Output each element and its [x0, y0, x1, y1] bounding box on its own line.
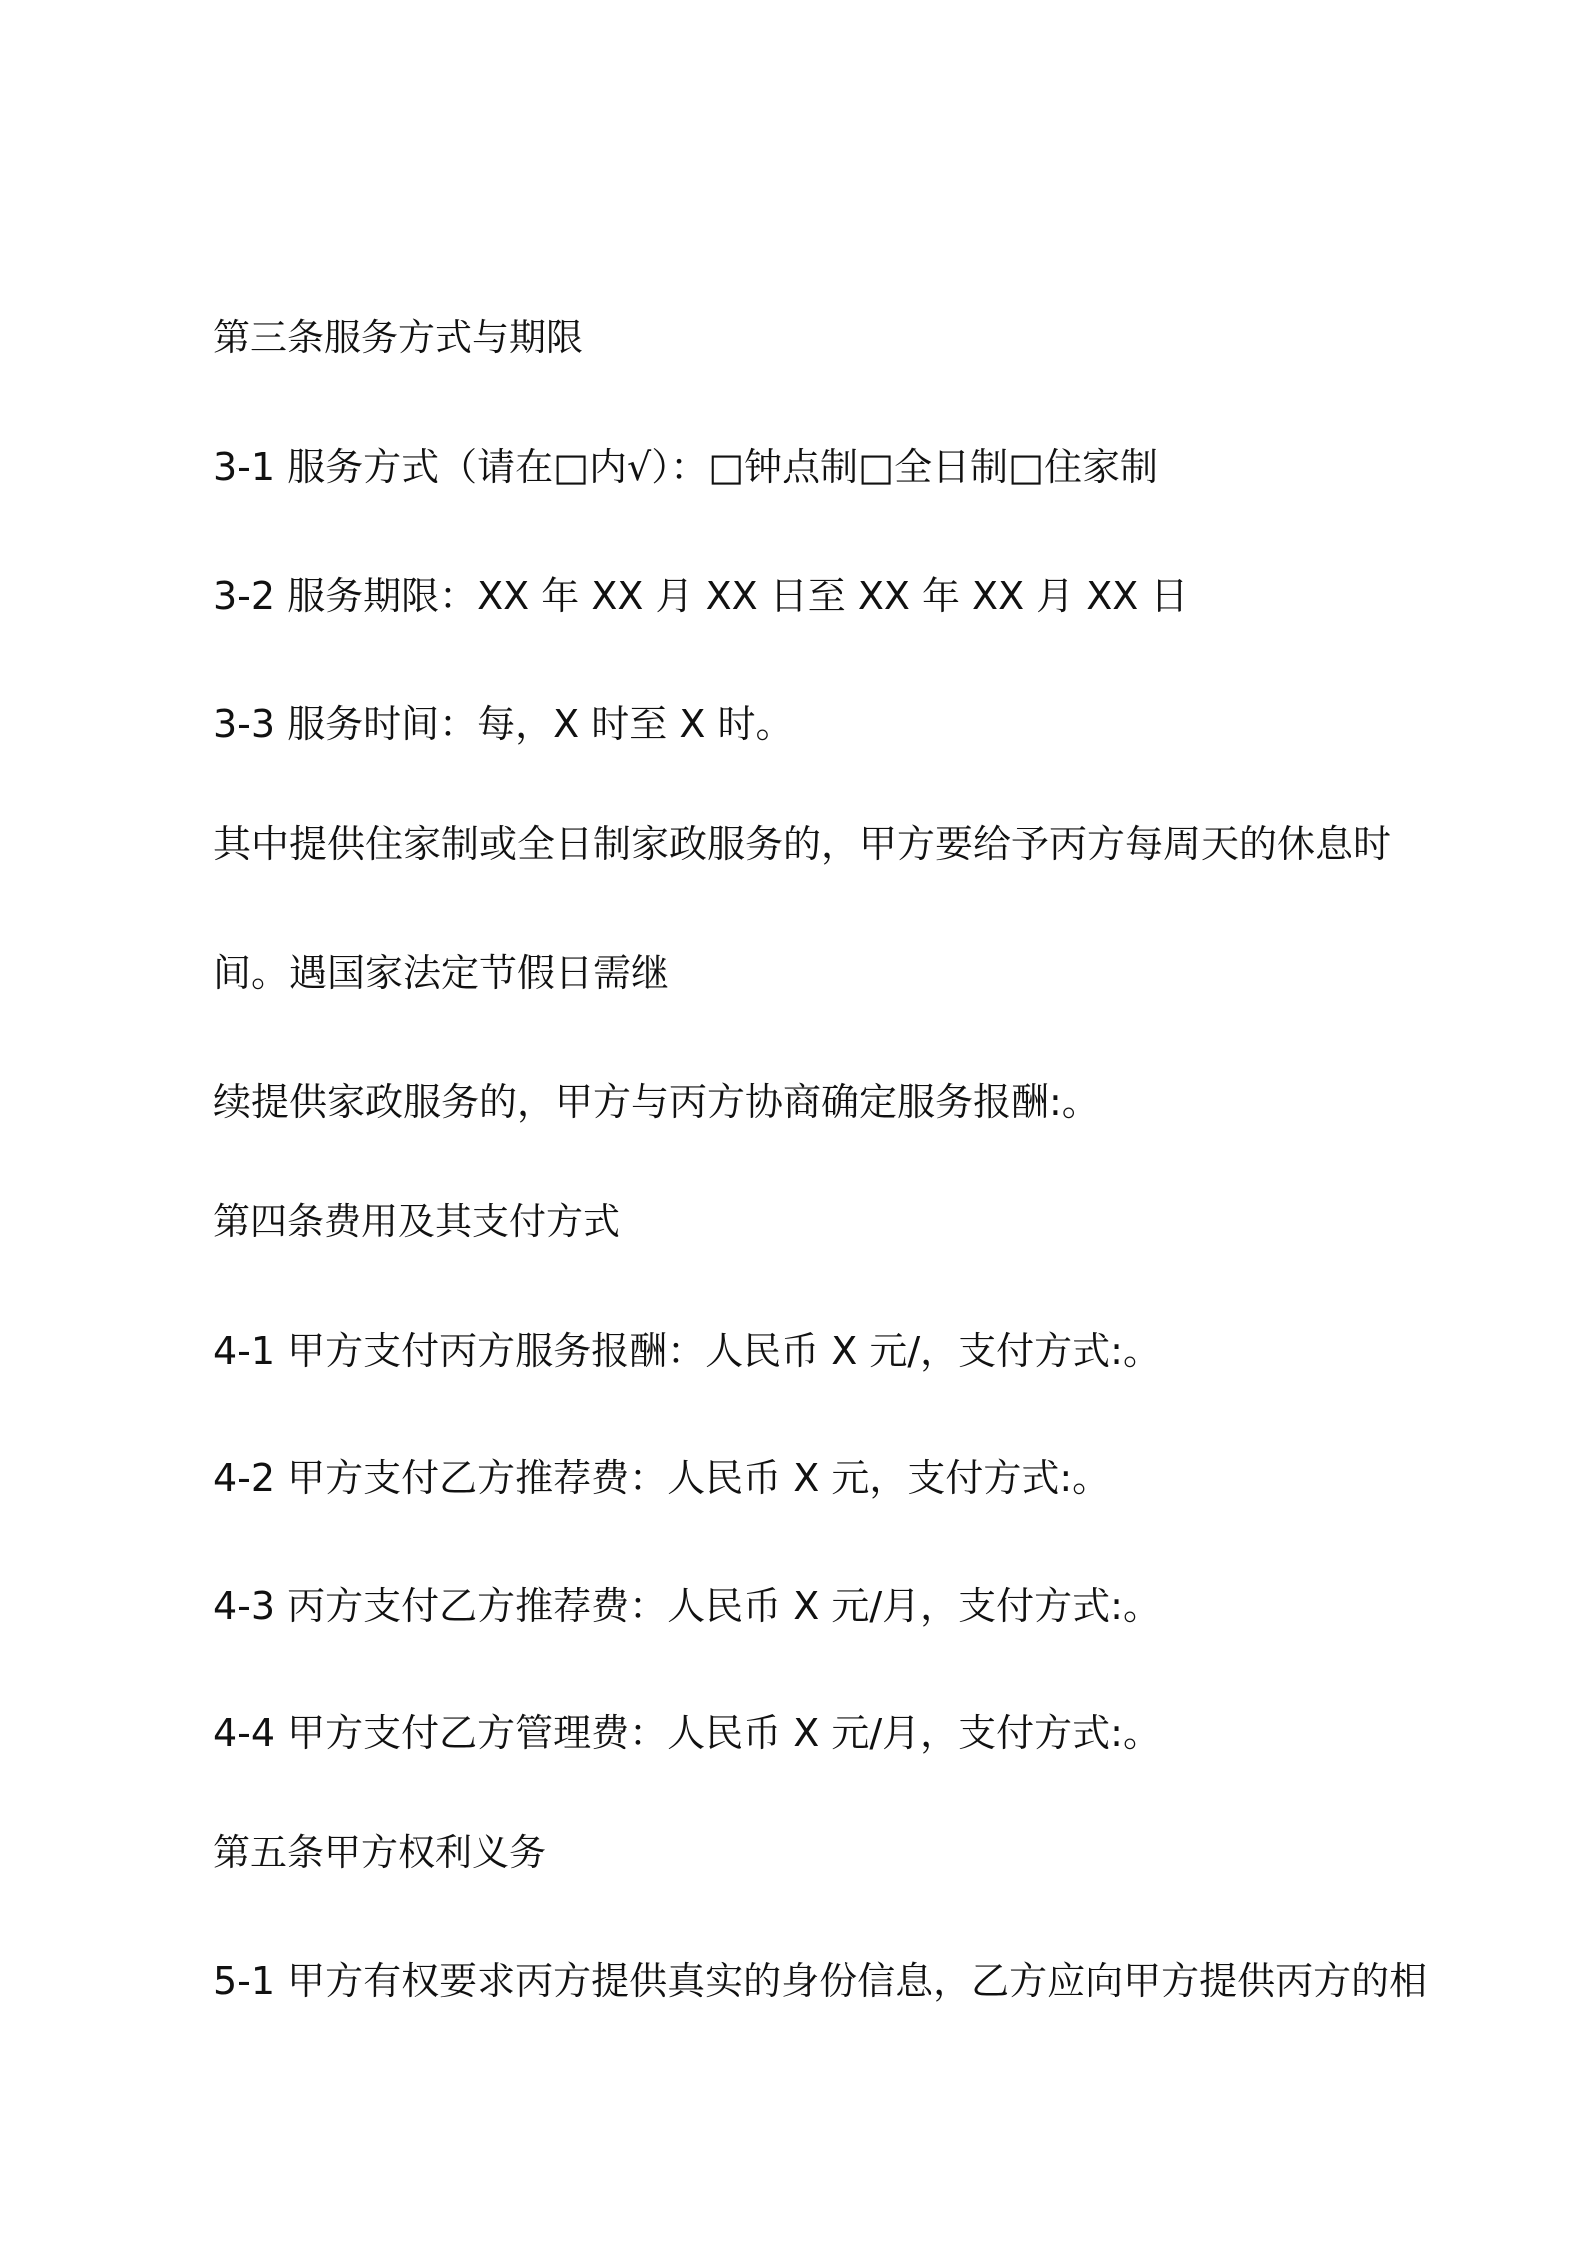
paragraph-line: 续提供家政服务的，甲方与丙方协商确定服务报酬:。	[213, 1080, 1100, 1124]
paragraph-line: 其中提供住家制或全日制家政服务的，甲方要给予丙方每周天的休息时	[213, 822, 1392, 866]
clause-4-1: 4-1 甲方支付丙方服务报酬：人民币 X 元/，支付方式:。	[213, 1329, 1161, 1373]
section-5-heading: 第五条甲方权利义务	[213, 1831, 546, 1874]
clause-3-2: 3-2 服务期限：XX 年 XX 月 XX 日至 XX 年 XX 月 XX 日	[213, 574, 1189, 618]
clause-5-1: 5-1 甲方有权要求丙方提供真实的身份信息，乙方应向甲方提供丙方的相	[213, 1959, 1428, 2003]
section-4-heading: 第四条费用及其支付方式	[213, 1200, 620, 1243]
clause-4-4: 4-4 甲方支付乙方管理费：人民币 X 元/月，支付方式:。	[213, 1711, 1161, 1755]
clause-4-3: 4-3 丙方支付乙方推荐费：人民币 X 元/月，支付方式:。	[213, 1584, 1161, 1628]
clause-3-1: 3-1 服务方式（请在□内√）：□钟点制□全日制□住家制	[213, 445, 1158, 489]
paragraph-line: 间。遇国家法定节假日需继	[213, 951, 670, 995]
section-3-heading: 第三条服务方式与期限	[213, 316, 583, 359]
clause-3-3: 3-3 服务时间：每，X 时至 X 时。	[213, 702, 794, 746]
clause-4-2: 4-2 甲方支付乙方推荐费：人民币 X 元，支付方式:。	[213, 1456, 1111, 1500]
